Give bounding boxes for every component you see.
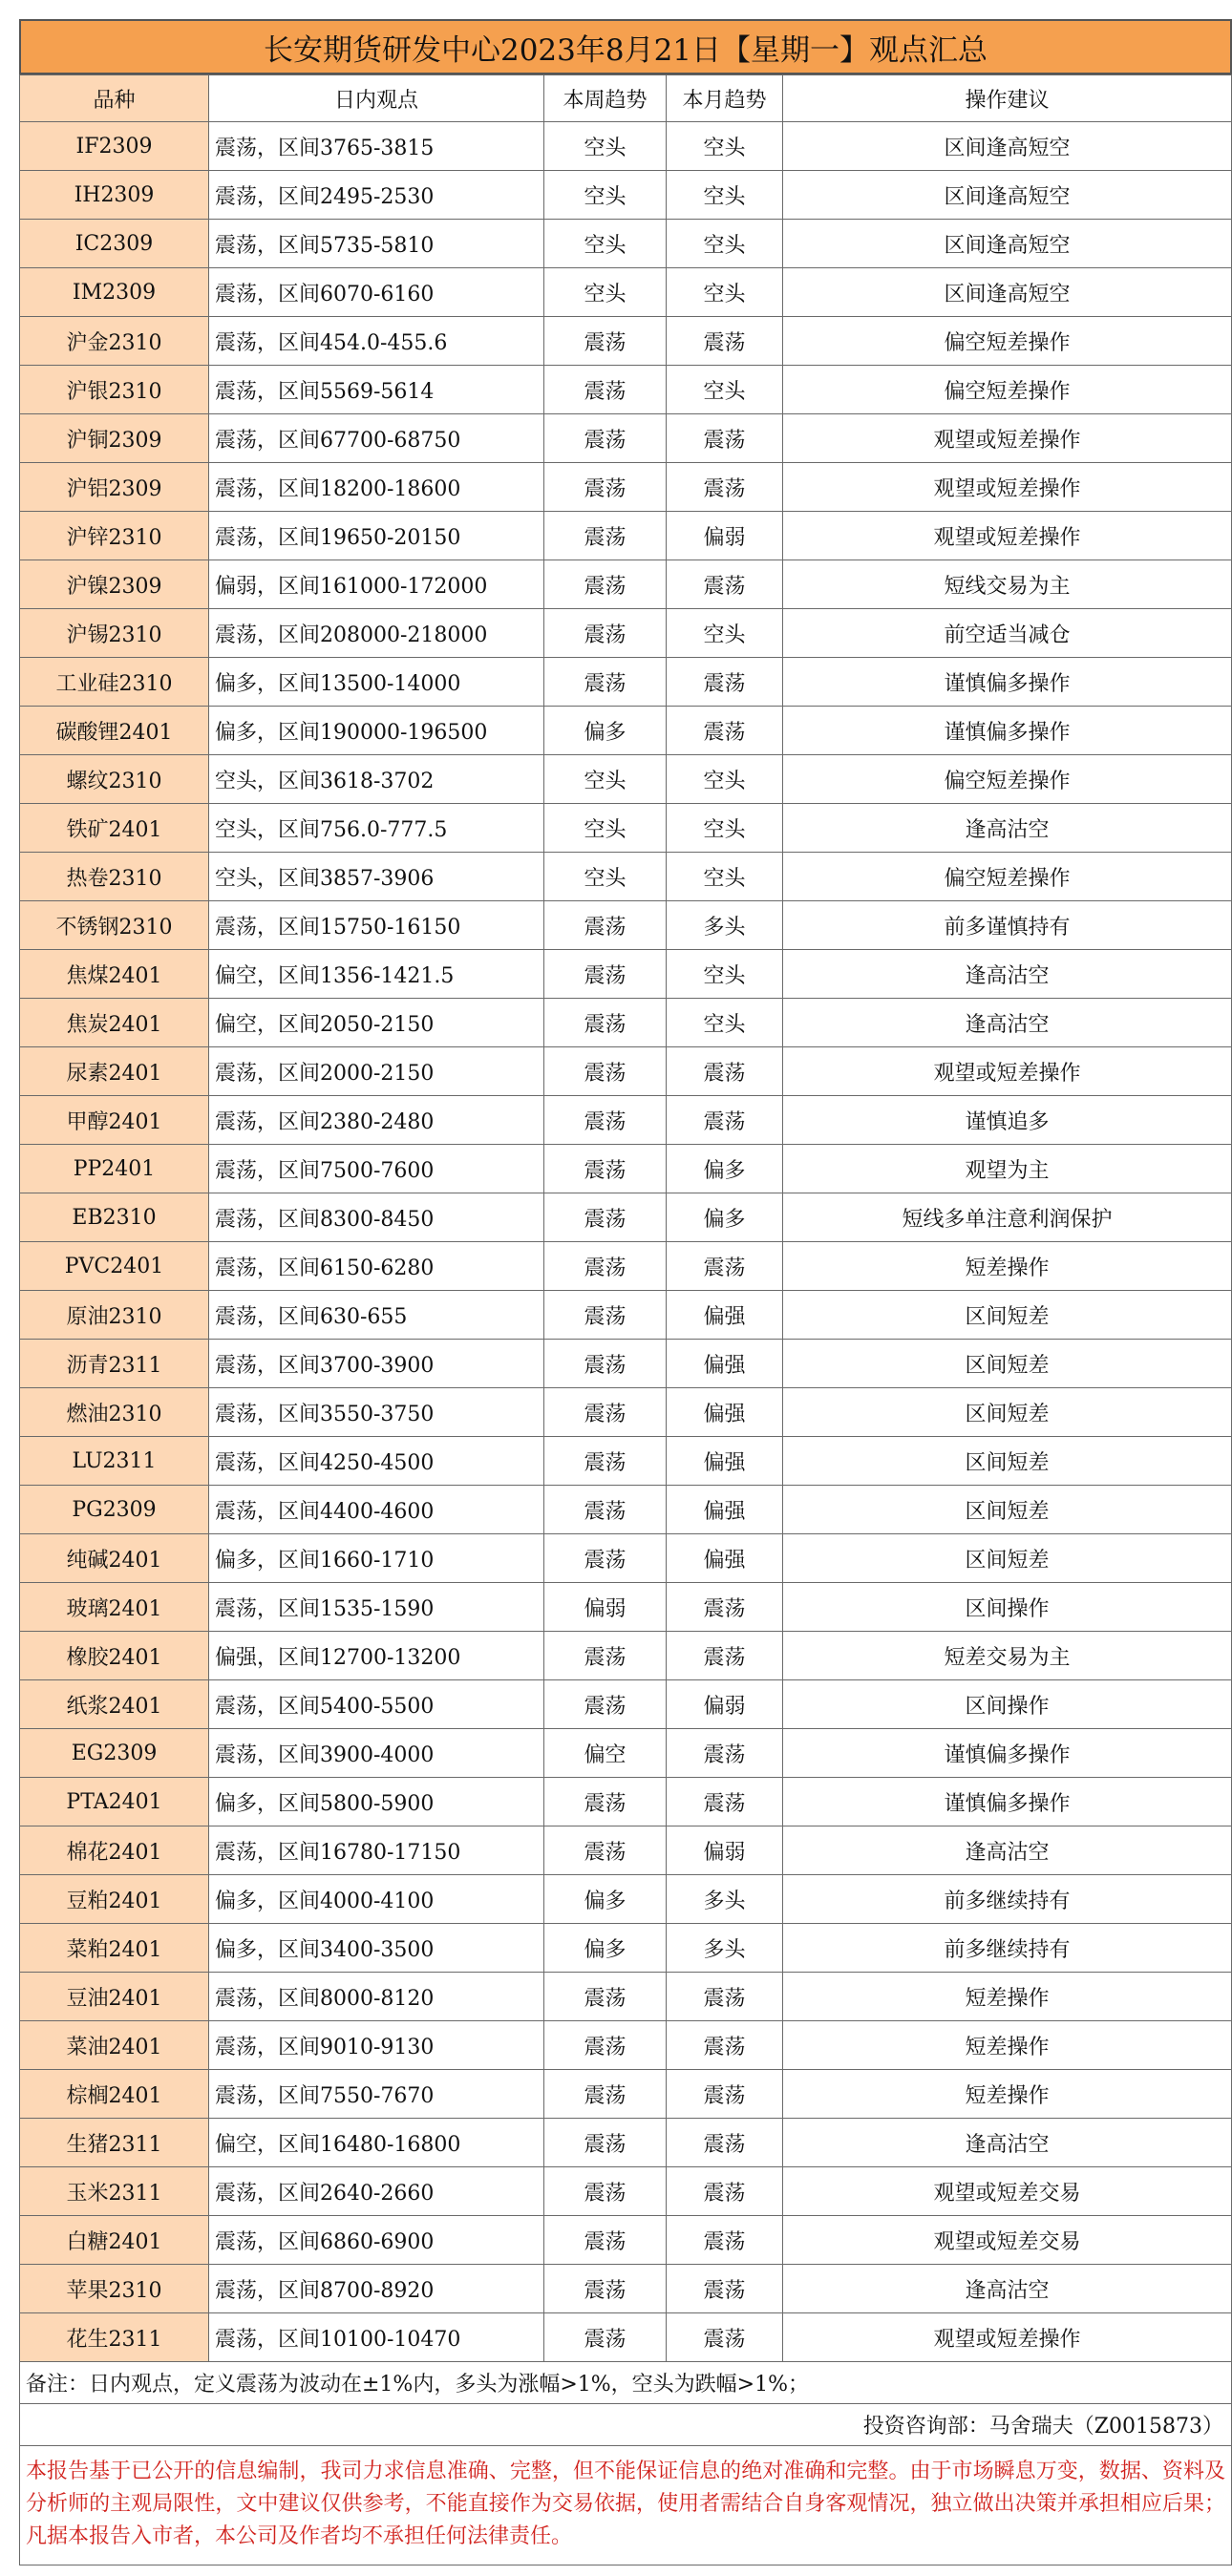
note: 备注：日内观点，定义震荡为波动在±1%内，多头为涨幅>1%，空头为跌幅>1%； xyxy=(19,2362,1232,2404)
table-row xyxy=(20,755,1232,804)
table-row xyxy=(20,2070,1232,2119)
cell-weekly-trend: 空头 xyxy=(544,171,667,220)
cell-intraday-view: 震荡，区间6070-6160 xyxy=(209,268,544,317)
cell-intraday-view: 震荡，区间3765-3815 xyxy=(209,122,544,171)
cell-weekly-trend: 震荡 xyxy=(544,560,667,609)
cell-advice: 前多继续持有 xyxy=(783,1875,1232,1924)
cell-weekly-trend: 震荡 xyxy=(544,1047,667,1096)
cell-variety: 沥青2311 xyxy=(20,1340,209,1388)
cell-advice: 偏空短差操作 xyxy=(783,755,1232,804)
cell-monthly-trend: 震荡 xyxy=(667,2021,783,2070)
cell-monthly-trend: 震荡 xyxy=(667,707,783,755)
table-body xyxy=(20,122,1232,2362)
table-row xyxy=(20,1388,1232,1437)
cell-intraday-view: 震荡，区间4400-4600 xyxy=(209,1486,544,1534)
table-row xyxy=(20,1047,1232,1096)
table-row xyxy=(20,901,1232,950)
table-row xyxy=(20,1340,1232,1388)
table-row xyxy=(20,2265,1232,2313)
cell-weekly-trend: 震荡 xyxy=(544,366,667,414)
cell-monthly-trend: 震荡 xyxy=(667,2313,783,2362)
cell-advice: 谨慎偏多操作 xyxy=(783,1729,1232,1778)
cell-advice: 区间操作 xyxy=(783,1583,1232,1632)
cell-weekly-trend: 震荡 xyxy=(544,1680,667,1729)
cell-advice: 前空适当减仓 xyxy=(783,609,1232,658)
cell-weekly-trend: 震荡 xyxy=(544,1193,667,1242)
cell-intraday-view: 震荡，区间8000-8120 xyxy=(209,1973,544,2021)
cell-monthly-trend: 空头 xyxy=(667,999,783,1047)
cell-weekly-trend: 空头 xyxy=(544,122,667,171)
table-row xyxy=(20,268,1232,317)
cell-intraday-view: 偏多，区间13500-14000 xyxy=(209,658,544,707)
cell-weekly-trend: 震荡 xyxy=(544,609,667,658)
cell-monthly-trend: 震荡 xyxy=(667,2119,783,2167)
cell-monthly-trend: 偏多 xyxy=(667,1145,783,1193)
cell-weekly-trend: 震荡 xyxy=(544,1388,667,1437)
table-row xyxy=(20,1583,1232,1632)
cell-variety: 菜油2401 xyxy=(20,2021,209,2070)
cell-weekly-trend: 震荡 xyxy=(544,1632,667,1680)
cell-advice: 逢高沽空 xyxy=(783,2119,1232,2167)
table-row xyxy=(20,1242,1232,1291)
cell-intraday-view: 偏多，区间190000-196500 xyxy=(209,707,544,755)
cell-variety: 棉花2401 xyxy=(20,1826,209,1875)
cell-monthly-trend: 空头 xyxy=(667,122,783,171)
cell-monthly-trend: 震荡 xyxy=(667,414,783,463)
cell-monthly-trend: 震荡 xyxy=(667,2265,783,2313)
cell-intraday-view: 偏空，区间16480-16800 xyxy=(209,2119,544,2167)
cell-advice: 逢高沽空 xyxy=(783,2265,1232,2313)
cell-monthly-trend: 震荡 xyxy=(667,1583,783,1632)
cell-variety: PP2401 xyxy=(20,1145,209,1193)
cell-variety: 沪铝2309 xyxy=(20,463,209,512)
cell-monthly-trend: 空头 xyxy=(667,171,783,220)
table-row xyxy=(20,2313,1232,2362)
cell-intraday-view: 震荡，区间3700-3900 xyxy=(209,1340,544,1388)
cell-weekly-trend: 震荡 xyxy=(544,317,667,366)
table-row xyxy=(20,366,1232,414)
table-row xyxy=(20,1096,1232,1145)
cell-weekly-trend: 偏多 xyxy=(544,707,667,755)
cell-weekly-trend: 震荡 xyxy=(544,1826,667,1875)
cell-monthly-trend: 震荡 xyxy=(667,2167,783,2216)
cell-weekly-trend: 偏多 xyxy=(544,1875,667,1924)
disclaimer: 本报告基于已公开的信息编制，我司力求信息准确、完整，但不能保证信息的绝对准确和完整。由于市场瞬息万变，数据、资料及分析师的主观局限性，文中建议仅供参考，不能直接作为交易依据，使用者需结合自身客观情况，独立做出决策并承担相应后果；凡据本报告入市者，本公司及作者均不承担任何法律责任。 xyxy=(19,2446,1232,2565)
cell-weekly-trend: 震荡 xyxy=(544,2216,667,2265)
cell-monthly-trend: 震荡 xyxy=(667,1778,783,1826)
table-row xyxy=(20,220,1232,268)
cell-variety: 生猪2311 xyxy=(20,2119,209,2167)
cell-monthly-trend: 震荡 xyxy=(667,560,783,609)
cell-monthly-trend: 偏强 xyxy=(667,1388,783,1437)
cell-intraday-view: 震荡，区间67700-68750 xyxy=(209,414,544,463)
cell-intraday-view: 震荡，区间2640-2660 xyxy=(209,2167,544,2216)
cell-weekly-trend: 震荡 xyxy=(544,2119,667,2167)
cell-advice: 区间逢高短空 xyxy=(783,122,1232,171)
cell-advice: 区间逢高短空 xyxy=(783,220,1232,268)
cell-intraday-view: 震荡，区间6860-6900 xyxy=(209,2216,544,2265)
table-row xyxy=(20,463,1232,512)
cell-weekly-trend: 空头 xyxy=(544,853,667,901)
cell-weekly-trend: 震荡 xyxy=(544,1437,667,1486)
cell-monthly-trend: 震荡 xyxy=(667,658,783,707)
cell-advice: 逢高沽空 xyxy=(783,804,1232,853)
cell-intraday-view: 震荡，区间5569-5614 xyxy=(209,366,544,414)
cell-intraday-view: 空头，区间756.0-777.5 xyxy=(209,804,544,853)
cell-advice: 观望或短差交易 xyxy=(783,2216,1232,2265)
cell-variety: 沪金2310 xyxy=(20,317,209,366)
cell-advice: 谨慎偏多操作 xyxy=(783,658,1232,707)
table-row xyxy=(20,1973,1232,2021)
cell-monthly-trend: 震荡 xyxy=(667,1096,783,1145)
cell-advice: 短差操作 xyxy=(783,2021,1232,2070)
cell-advice: 短差交易为主 xyxy=(783,1632,1232,1680)
cell-weekly-trend: 偏多 xyxy=(544,1924,667,1973)
cell-monthly-trend: 震荡 xyxy=(667,2216,783,2265)
cell-variety: 沪银2310 xyxy=(20,366,209,414)
cell-weekly-trend: 空头 xyxy=(544,268,667,317)
cell-weekly-trend: 震荡 xyxy=(544,414,667,463)
cell-intraday-view: 震荡，区间630-655 xyxy=(209,1291,544,1340)
cell-advice: 观望或短差操作 xyxy=(783,414,1232,463)
cell-monthly-trend: 多头 xyxy=(667,1875,783,1924)
cell-variety: 燃油2310 xyxy=(20,1388,209,1437)
cell-variety: LU2311 xyxy=(20,1437,209,1486)
cell-intraday-view: 震荡，区间3550-3750 xyxy=(209,1388,544,1437)
cell-weekly-trend: 空头 xyxy=(544,804,667,853)
cell-intraday-view: 震荡，区间8300-8450 xyxy=(209,1193,544,1242)
cell-advice: 偏空短差操作 xyxy=(783,366,1232,414)
cell-intraday-view: 震荡，区间19650-20150 xyxy=(209,512,544,560)
cell-monthly-trend: 空头 xyxy=(667,853,783,901)
table-row xyxy=(20,1632,1232,1680)
table-row xyxy=(20,122,1232,171)
cell-intraday-view: 震荡，区间2000-2150 xyxy=(209,1047,544,1096)
header-intraday-view: 日内观点 xyxy=(209,75,544,122)
cell-intraday-view: 空头，区间3857-3906 xyxy=(209,853,544,901)
cell-weekly-trend: 震荡 xyxy=(544,1486,667,1534)
cell-weekly-trend: 空头 xyxy=(544,220,667,268)
table-row xyxy=(20,1924,1232,1973)
cell-monthly-trend: 空头 xyxy=(667,366,783,414)
cell-variety: 工业硅2310 xyxy=(20,658,209,707)
cell-variety: 橡胶2401 xyxy=(20,1632,209,1680)
table-row xyxy=(20,658,1232,707)
report-sheet xyxy=(19,19,1232,2565)
cell-intraday-view: 偏多，区间4000-4100 xyxy=(209,1875,544,1924)
cell-advice: 谨慎偏多操作 xyxy=(783,1778,1232,1826)
cell-monthly-trend: 偏强 xyxy=(667,1291,783,1340)
cell-weekly-trend: 震荡 xyxy=(544,2265,667,2313)
cell-advice: 区间短差 xyxy=(783,1534,1232,1583)
cell-intraday-view: 震荡，区间6150-6280 xyxy=(209,1242,544,1291)
cell-weekly-trend: 震荡 xyxy=(544,1145,667,1193)
consultant: 投资咨询部：马舍瑞夫（Z0015873） xyxy=(19,2404,1232,2446)
cell-variety: 纸浆2401 xyxy=(20,1680,209,1729)
cell-weekly-trend: 震荡 xyxy=(544,901,667,950)
cell-advice: 偏空短差操作 xyxy=(783,853,1232,901)
cell-advice: 观望或短差操作 xyxy=(783,463,1232,512)
cell-advice: 观望或短差交易 xyxy=(783,2167,1232,2216)
cell-weekly-trend: 震荡 xyxy=(544,2021,667,2070)
cell-variety: 纯碱2401 xyxy=(20,1534,209,1583)
cell-advice: 逢高沽空 xyxy=(783,950,1232,999)
table-row xyxy=(20,1875,1232,1924)
header-monthly-trend: 本月趋势 xyxy=(667,75,783,122)
views-table xyxy=(19,74,1232,2362)
cell-advice: 谨慎偏多操作 xyxy=(783,707,1232,755)
cell-advice: 偏空短差操作 xyxy=(783,317,1232,366)
table-row xyxy=(20,1680,1232,1729)
cell-advice: 逢高沽空 xyxy=(783,999,1232,1047)
cell-variety: 尿素2401 xyxy=(20,1047,209,1096)
cell-intraday-view: 震荡，区间4250-4500 xyxy=(209,1437,544,1486)
cell-intraday-view: 震荡，区间2380-2480 xyxy=(209,1096,544,1145)
cell-monthly-trend: 多头 xyxy=(667,1924,783,1973)
cell-intraday-view: 震荡，区间2495-2530 xyxy=(209,171,544,220)
cell-weekly-trend: 空头 xyxy=(544,755,667,804)
cell-variety: 焦煤2401 xyxy=(20,950,209,999)
cell-variety: 玻璃2401 xyxy=(20,1583,209,1632)
cell-advice: 短线交易为主 xyxy=(783,560,1232,609)
cell-intraday-view: 偏多，区间3400-3500 xyxy=(209,1924,544,1973)
cell-variety: 碳酸锂2401 xyxy=(20,707,209,755)
header-advice: 操作建议 xyxy=(783,75,1232,122)
cell-intraday-view: 偏多，区间5800-5900 xyxy=(209,1778,544,1826)
table-row xyxy=(20,1826,1232,1875)
table-row xyxy=(20,707,1232,755)
cell-intraday-view: 震荡，区间10100-10470 xyxy=(209,2313,544,2362)
cell-monthly-trend: 震荡 xyxy=(667,1047,783,1096)
cell-monthly-trend: 偏弱 xyxy=(667,1680,783,1729)
cell-advice: 区间操作 xyxy=(783,1680,1232,1729)
cell-monthly-trend: 空头 xyxy=(667,804,783,853)
cell-weekly-trend: 震荡 xyxy=(544,1778,667,1826)
cell-monthly-trend: 多头 xyxy=(667,901,783,950)
table-row xyxy=(20,512,1232,560)
cell-weekly-trend: 震荡 xyxy=(544,1973,667,2021)
cell-weekly-trend: 震荡 xyxy=(544,1291,667,1340)
cell-variety: 沪铜2309 xyxy=(20,414,209,463)
cell-weekly-trend: 震荡 xyxy=(544,1534,667,1583)
table-row xyxy=(20,1534,1232,1583)
report-title: 长安期货研发中心2023年8月21日【星期一】观点汇总 xyxy=(19,19,1232,74)
table-row xyxy=(20,171,1232,220)
cell-variety: 沪镍2309 xyxy=(20,560,209,609)
cell-variety: 热卷2310 xyxy=(20,853,209,901)
cell-variety: IH2309 xyxy=(20,171,209,220)
cell-variety: IC2309 xyxy=(20,220,209,268)
cell-weekly-trend: 偏弱 xyxy=(544,1583,667,1632)
cell-variety: 菜粕2401 xyxy=(20,1924,209,1973)
cell-monthly-trend: 空头 xyxy=(667,609,783,658)
cell-variety: 原油2310 xyxy=(20,1291,209,1340)
cell-intraday-view: 震荡，区间8700-8920 xyxy=(209,2265,544,2313)
cell-weekly-trend: 震荡 xyxy=(544,2167,667,2216)
cell-intraday-view: 震荡，区间5735-5810 xyxy=(209,220,544,268)
cell-variety: PVC2401 xyxy=(20,1242,209,1291)
cell-variety: IM2309 xyxy=(20,268,209,317)
cell-intraday-view: 震荡，区间7550-7670 xyxy=(209,2070,544,2119)
cell-variety: 豆油2401 xyxy=(20,1973,209,2021)
cell-monthly-trend: 震荡 xyxy=(667,317,783,366)
cell-intraday-view: 空头，区间3618-3702 xyxy=(209,755,544,804)
table-row xyxy=(20,2021,1232,2070)
cell-variety: 沪锡2310 xyxy=(20,609,209,658)
cell-intraday-view: 震荡，区间1535-1590 xyxy=(209,1583,544,1632)
cell-advice: 区间逢高短空 xyxy=(783,268,1232,317)
cell-weekly-trend: 震荡 xyxy=(544,658,667,707)
cell-intraday-view: 震荡，区间16780-17150 xyxy=(209,1826,544,1875)
cell-intraday-view: 震荡，区间3900-4000 xyxy=(209,1729,544,1778)
cell-intraday-view: 偏强，区间12700-13200 xyxy=(209,1632,544,1680)
table-row xyxy=(20,317,1232,366)
table-row xyxy=(20,1437,1232,1486)
cell-advice: 区间短差 xyxy=(783,1486,1232,1534)
table-row xyxy=(20,950,1232,999)
cell-intraday-view: 震荡，区间454.0-455.6 xyxy=(209,317,544,366)
cell-intraday-view: 偏多，区间1660-1710 xyxy=(209,1534,544,1583)
table-row xyxy=(20,1291,1232,1340)
cell-advice: 观望或短差操作 xyxy=(783,512,1232,560)
table-row xyxy=(20,609,1232,658)
cell-intraday-view: 震荡，区间5400-5500 xyxy=(209,1680,544,1729)
cell-variety: 铁矿2401 xyxy=(20,804,209,853)
cell-weekly-trend: 震荡 xyxy=(544,1096,667,1145)
cell-variety: 白糖2401 xyxy=(20,2216,209,2265)
cell-advice: 逢高沽空 xyxy=(783,1826,1232,1875)
table-row xyxy=(20,1778,1232,1826)
cell-intraday-view: 震荡，区间9010-9130 xyxy=(209,2021,544,2070)
table-row xyxy=(20,2167,1232,2216)
cell-monthly-trend: 空头 xyxy=(667,950,783,999)
cell-weekly-trend: 震荡 xyxy=(544,999,667,1047)
table-header-row xyxy=(20,75,1232,122)
cell-intraday-view: 偏空，区间1356-1421.5 xyxy=(209,950,544,999)
cell-variety: 不锈钢2310 xyxy=(20,901,209,950)
cell-weekly-trend: 震荡 xyxy=(544,2313,667,2362)
cell-monthly-trend: 震荡 xyxy=(667,1242,783,1291)
cell-variety: IF2309 xyxy=(20,122,209,171)
cell-monthly-trend: 震荡 xyxy=(667,463,783,512)
cell-weekly-trend: 震荡 xyxy=(544,512,667,560)
cell-monthly-trend: 偏强 xyxy=(667,1340,783,1388)
table-row xyxy=(20,1486,1232,1534)
cell-weekly-trend: 偏空 xyxy=(544,1729,667,1778)
cell-variety: 苹果2310 xyxy=(20,2265,209,2313)
cell-monthly-trend: 空头 xyxy=(667,755,783,804)
cell-variety: 豆粕2401 xyxy=(20,1875,209,1924)
cell-intraday-view: 偏弱，区间161000-172000 xyxy=(209,560,544,609)
cell-variety: PG2309 xyxy=(20,1486,209,1534)
cell-monthly-trend: 偏弱 xyxy=(667,1826,783,1875)
cell-advice: 区间短差 xyxy=(783,1291,1232,1340)
table-row xyxy=(20,414,1232,463)
cell-monthly-trend: 震荡 xyxy=(667,1729,783,1778)
cell-advice: 区间短差 xyxy=(783,1437,1232,1486)
table-row xyxy=(20,853,1232,901)
cell-weekly-trend: 震荡 xyxy=(544,1242,667,1291)
table-row xyxy=(20,804,1232,853)
cell-monthly-trend: 空头 xyxy=(667,220,783,268)
cell-advice: 前多继续持有 xyxy=(783,1924,1232,1973)
cell-variety: 花生2311 xyxy=(20,2313,209,2362)
cell-intraday-view: 震荡，区间18200-18600 xyxy=(209,463,544,512)
cell-weekly-trend: 震荡 xyxy=(544,2070,667,2119)
cell-advice: 前多谨慎持有 xyxy=(783,901,1232,950)
cell-advice: 观望或短差操作 xyxy=(783,2313,1232,2362)
table-row xyxy=(20,2216,1232,2265)
cell-weekly-trend: 震荡 xyxy=(544,950,667,999)
cell-advice: 短差操作 xyxy=(783,2070,1232,2119)
cell-monthly-trend: 偏强 xyxy=(667,1437,783,1486)
cell-advice: 区间短差 xyxy=(783,1388,1232,1437)
cell-intraday-view: 偏空，区间2050-2150 xyxy=(209,999,544,1047)
cell-variety: PTA2401 xyxy=(20,1778,209,1826)
cell-weekly-trend: 震荡 xyxy=(544,1340,667,1388)
cell-intraday-view: 震荡，区间7500-7600 xyxy=(209,1145,544,1193)
cell-variety: 甲醇2401 xyxy=(20,1096,209,1145)
cell-monthly-trend: 偏强 xyxy=(667,1486,783,1534)
cell-monthly-trend: 震荡 xyxy=(667,1973,783,2021)
cell-variety: EB2310 xyxy=(20,1193,209,1242)
cell-variety: 棕榈2401 xyxy=(20,2070,209,2119)
cell-advice: 观望为主 xyxy=(783,1145,1232,1193)
cell-advice: 短差操作 xyxy=(783,1973,1232,2021)
cell-intraday-view: 震荡，区间208000-218000 xyxy=(209,609,544,658)
cell-variety: 沪锌2310 xyxy=(20,512,209,560)
cell-weekly-trend: 震荡 xyxy=(544,463,667,512)
table-row xyxy=(20,560,1232,609)
cell-advice: 谨慎追多 xyxy=(783,1096,1232,1145)
header-weekly-trend: 本周趋势 xyxy=(544,75,667,122)
header-variety: 品种 xyxy=(20,75,209,122)
cell-advice: 区间短差 xyxy=(783,1340,1232,1388)
cell-monthly-trend: 空头 xyxy=(667,268,783,317)
table-row xyxy=(20,2119,1232,2167)
cell-monthly-trend: 偏弱 xyxy=(667,512,783,560)
table-row xyxy=(20,1729,1232,1778)
cell-advice: 短线多单注意利润保护 xyxy=(783,1193,1232,1242)
table-row xyxy=(20,999,1232,1047)
cell-advice: 观望或短差操作 xyxy=(783,1047,1232,1096)
cell-advice: 区间逢高短空 xyxy=(783,171,1232,220)
cell-monthly-trend: 偏多 xyxy=(667,1193,783,1242)
cell-variety: 螺纹2310 xyxy=(20,755,209,804)
table-row xyxy=(20,1193,1232,1242)
cell-monthly-trend: 偏强 xyxy=(667,1534,783,1583)
cell-intraday-view: 震荡，区间15750-16150 xyxy=(209,901,544,950)
cell-variety: 玉米2311 xyxy=(20,2167,209,2216)
cell-variety: EG2309 xyxy=(20,1729,209,1778)
cell-variety: 焦炭2401 xyxy=(20,999,209,1047)
table-row xyxy=(20,1145,1232,1193)
cell-monthly-trend: 震荡 xyxy=(667,2070,783,2119)
cell-advice: 短差操作 xyxy=(783,1242,1232,1291)
cell-monthly-trend: 震荡 xyxy=(667,1632,783,1680)
